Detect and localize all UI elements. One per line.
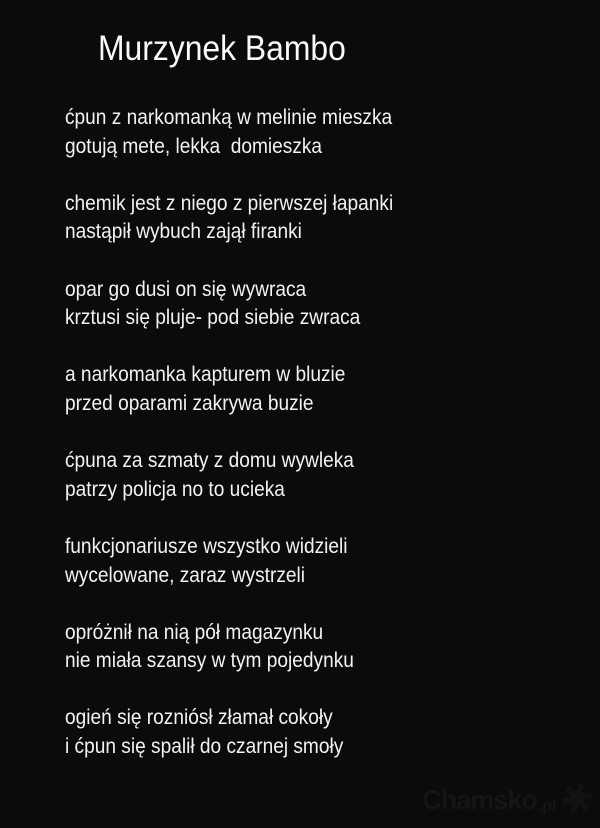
poem-line: ćpuna za szmaty z domu wywleka bbox=[65, 449, 354, 473]
poem-line: i ćpun się spalił do czarnej smoły bbox=[65, 735, 344, 759]
stanza-3 bbox=[65, 276, 538, 333]
poem-line: krztusi się pluje- pod siebie zwraca bbox=[65, 306, 361, 330]
poem-line: nastąpił wybuch zajął firanki bbox=[65, 220, 302, 244]
poem-line: ogień się rozniósł złamał cokoły bbox=[65, 706, 333, 730]
stanza-4 bbox=[65, 361, 538, 418]
watermark-logo bbox=[422, 773, 600, 827]
watermark-text: Chamsko bbox=[422, 784, 537, 815]
stanza-7 bbox=[65, 619, 538, 676]
poem-line: gotują mete, lekka domieszka bbox=[65, 134, 323, 158]
star-icon: ✱ bbox=[554, 773, 600, 827]
poem-line: nie miała szansy w tym pojedynku bbox=[65, 649, 354, 673]
poem-line: opar go dusi on się wywraca bbox=[65, 277, 307, 301]
stanza-5 bbox=[65, 447, 538, 504]
poem-line: a narkomanka kapturem w bluzie bbox=[65, 363, 346, 387]
poem-line: funkcjonariusze wszystko widzieli bbox=[65, 534, 348, 558]
stanza-6 bbox=[65, 533, 538, 590]
stanza-1 bbox=[65, 104, 538, 161]
page-title: Murzynek Bambo bbox=[98, 29, 346, 68]
watermark-domain-suffix: .pl bbox=[537, 798, 557, 815]
poem-line: chemik jest z niego z pierwszej łapanki bbox=[65, 191, 394, 215]
stanza-2 bbox=[65, 190, 538, 247]
stanza-8 bbox=[65, 704, 538, 761]
poem-line: przed oparami zakrywa buzie bbox=[65, 391, 314, 415]
poem-line: ćpun z narkomanką w melinie mieszka bbox=[65, 106, 393, 129]
poem-line: patrzy policja no to ucieka bbox=[65, 477, 285, 501]
poem-line: opróżnił na nią pół magazynku bbox=[65, 620, 324, 644]
poem-line: wycelowane, zaraz wystrzeli bbox=[65, 563, 306, 587]
poem-body bbox=[65, 104, 538, 790]
